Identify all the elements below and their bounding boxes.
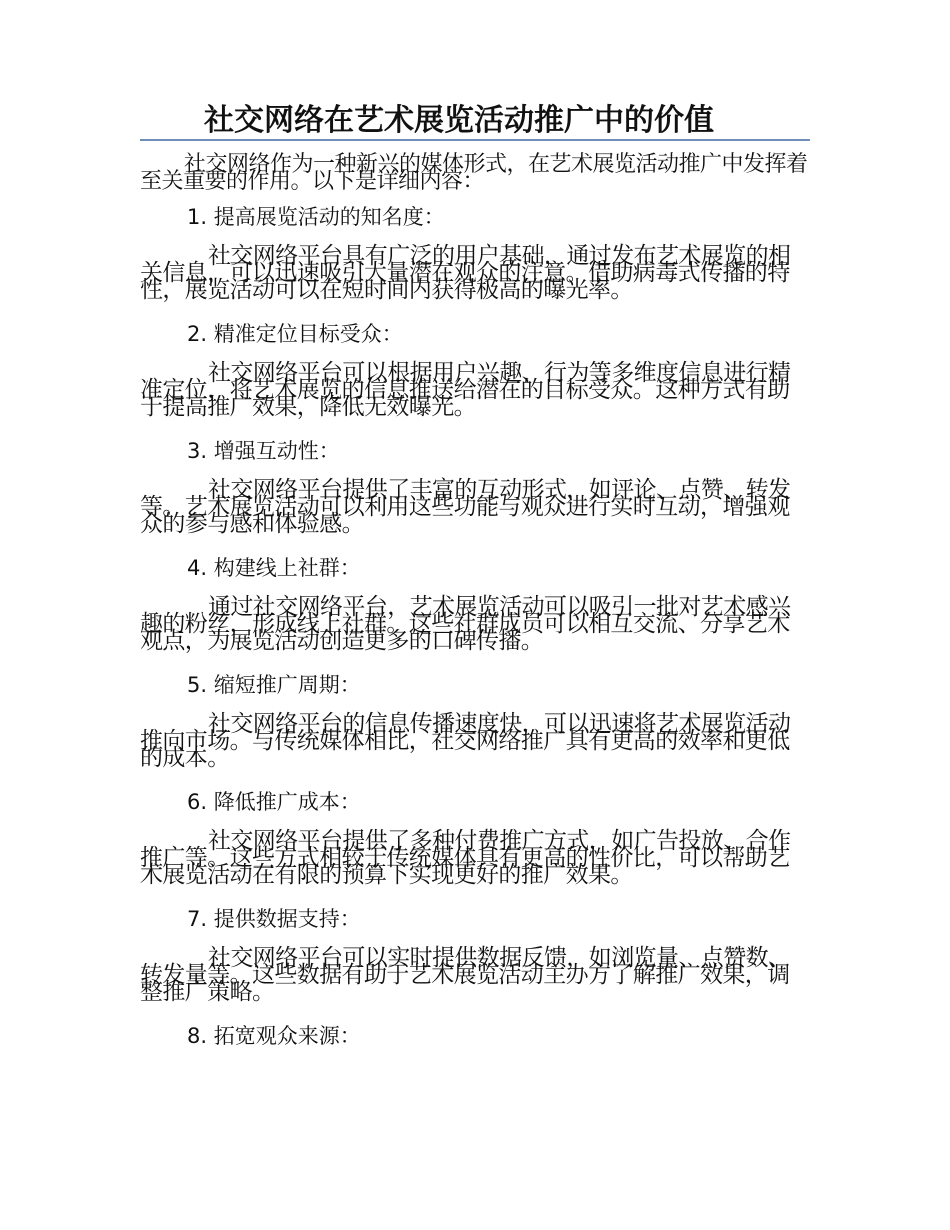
item-paragraph: 社交网络平台提供了丰富的互动形式，如评论、点赞、转发等。艺术展览活动可以利用这些功能与观众进行实时互动，增强观众的参与感和体验感。 — [140, 477, 791, 537]
intro-paragraph: 社交网络作为一种新兴的媒体形式，在艺术展览活动推广中发挥着至关重要的作用。以下是详细内容： — [140, 152, 808, 194]
list-item-8 — [140, 1021, 810, 1051]
list-item-3 — [140, 436, 810, 539]
title-underline — [140, 139, 810, 141]
list-item-2 — [140, 319, 810, 422]
item-paragraph: 社交网络平台可以根据用户兴趣、行为等多维度信息进行精准定位，将艺术展览的信息推送给潜在的目标受众。这种方式有助于提高推广效果，降低无效曝光。 — [140, 360, 791, 420]
item-paragraph: 通过社交网络平台，艺术展览活动可以吸引一批对艺术感兴趣的粉丝，形成线上社群。这些社群成员可以相互交流、分享艺术观点，为展览活动创造更多的口碑传播。 — [140, 594, 791, 654]
document-body — [140, 152, 810, 1063]
list-item-6 — [140, 787, 810, 890]
item-heading: 4. 构建线上社群： — [187, 556, 361, 580]
list-item-5 — [140, 670, 810, 773]
document-title: 社交网络在艺术展览活动推广中的价值 — [204, 103, 714, 138]
item-paragraph: 社交网络平台的信息传播速度快，可以迅速将艺术展览活动推向市场。与传统媒体相比，社交网络推广具有更高的效率和更低的成本。 — [140, 711, 791, 771]
list-item-4 — [140, 553, 810, 656]
item-heading: 2. 精准定位目标受众： — [187, 322, 403, 346]
list-item-7 — [140, 904, 810, 1007]
item-paragraph: 社交网络平台具有广泛的用户基础，通过发布艺术展览的相关信息，可以迅速吸引大量潜在观众的注意。借助病毒式传播的特性，展览活动可以在短时间内获得极高的曝光率。 — [140, 243, 791, 303]
item-heading: 6. 降低推广成本： — [187, 790, 361, 814]
item-heading: 1. 提高展览活动的知名度： — [187, 205, 445, 229]
item-paragraph: 社交网络平台可以实时提供数据反馈，如浏览量、点赞数、转发量等。这些数据有助于艺术展览活动主办方了解推广效果，调整推广策略。 — [140, 945, 791, 1005]
item-heading: 7. 提供数据支持： — [187, 907, 361, 931]
item-paragraph: 社交网络平台提供了多种付费推广方式，如广告投放、合作推广等。这些方式相较于传统媒体具有更高的性价比，可以帮助艺术展览活动在有限的预算下实现更好的推广效果。 — [140, 828, 791, 888]
item-heading: 5. 缩短推广周期： — [187, 673, 361, 697]
list-item-1 — [140, 202, 810, 305]
item-heading: 3. 增强互动性： — [187, 439, 340, 463]
item-heading: 8. 拓宽观众来源： — [187, 1024, 361, 1048]
